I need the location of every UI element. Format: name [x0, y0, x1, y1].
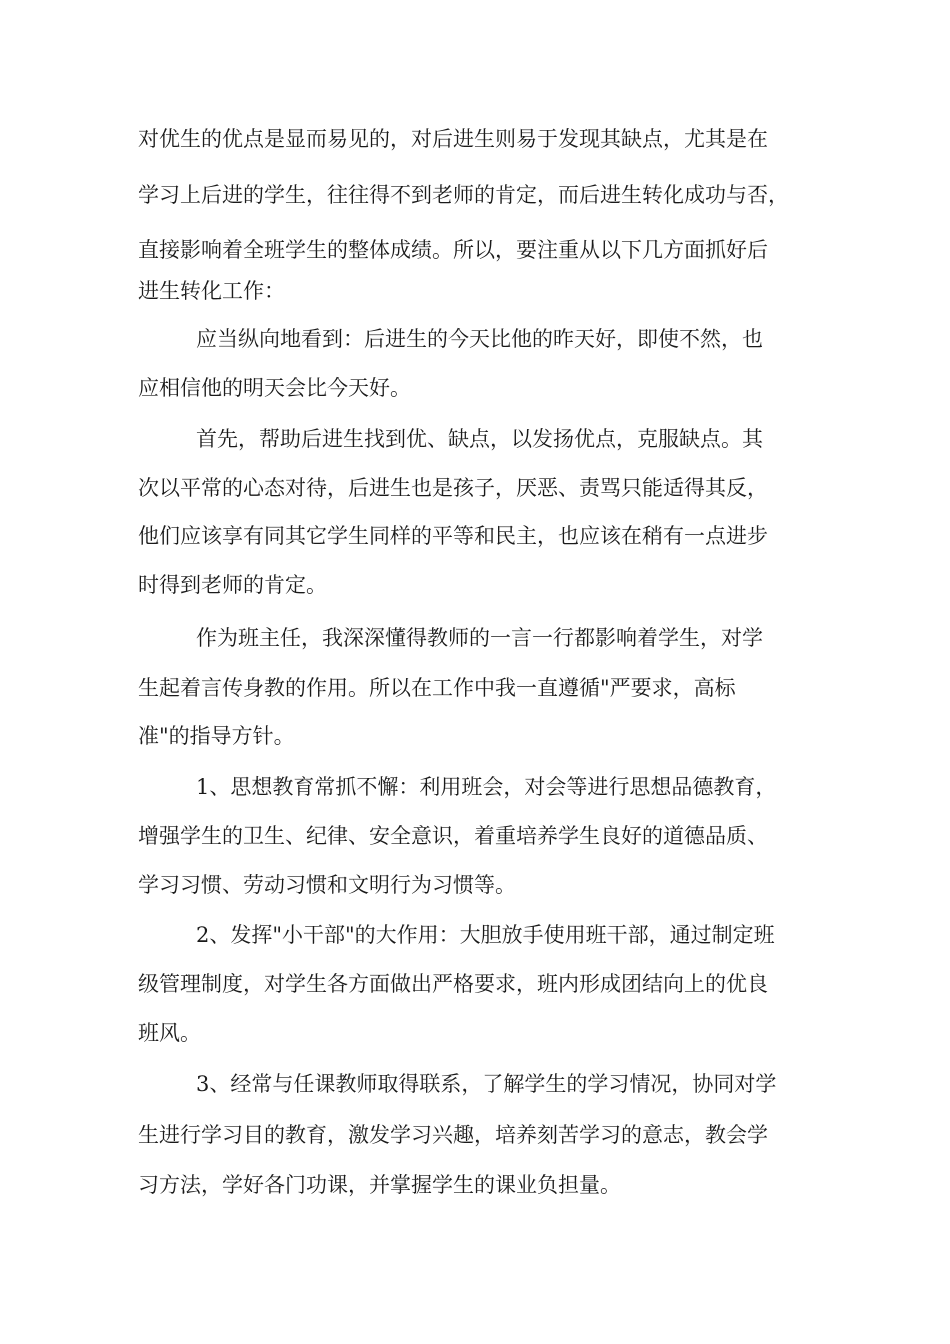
text-line: 对优生的优点是显而易见的，对后进生则易于发现其缺点，尤其是在 — [138, 127, 768, 151]
text-line: 他们应该享有同其它学生同样的平等和民主，也应该在稍有一点进步 — [138, 524, 768, 548]
text-line: 增强学生的卫生、纪律、安全意识，着重培养学生良好的道德品质、 — [138, 824, 768, 848]
text-line: 学习上后进的学生，往往得不到老师的肯定，而后进生转化成功与否， — [138, 183, 789, 207]
text-line: 准"的指导方针。 — [138, 724, 295, 748]
text-line: 生起着言传身教的作用。所以在工作中我一直遵循"严要求，高标 — [138, 676, 736, 700]
text-line: 3、经常与任课教师取得联系，了解学生的学习情况，协同对学 — [196, 1072, 777, 1096]
text-line: 进生转化工作： — [138, 279, 285, 303]
text-line: 应当纵向地看到：后进生的今天比他的昨天好，即使不然，也 — [196, 327, 763, 351]
text-line: 生进行学习目的教育，激发学习兴趣，培养刻苦学习的意志，教会学 — [138, 1123, 768, 1147]
text-line: 时得到老师的肯定。 — [138, 573, 327, 597]
text-line: 学习习惯、劳动习惯和文明行为习惯等。 — [138, 873, 516, 897]
text-line: 应相信他的明天会比今天好。 — [138, 376, 411, 400]
text-line: 班风。 — [138, 1021, 201, 1045]
text-line: 首先，帮助后进生找到优、缺点，以发扬优点，克服缺点。其 — [196, 427, 763, 451]
text-line: 级管理制度，对学生各方面做出严格要求，班内形成团结向上的优良 — [138, 972, 768, 996]
text-line: 直接影响着全班学生的整体成绩。所以，要注重从以下几方面抓好后 — [138, 238, 768, 262]
text-line: 习方法，学好各门功课，并掌握学生的课业负担量。 — [138, 1173, 621, 1197]
text-line: 作为班主任，我深深懂得教师的一言一行都影响着学生，对学 — [196, 626, 763, 650]
text-line: 次以平常的心态对待，后进生也是孩子，厌恶、责骂只能适得其反， — [138, 476, 768, 500]
text-line: 1、思想教育常抓不懈：利用班会，对会等进行思想品德教育， — [196, 775, 777, 799]
text-line: 2、发挥"小干部"的大作用：大胆放手使用班干部，通过制定班 — [196, 923, 775, 947]
